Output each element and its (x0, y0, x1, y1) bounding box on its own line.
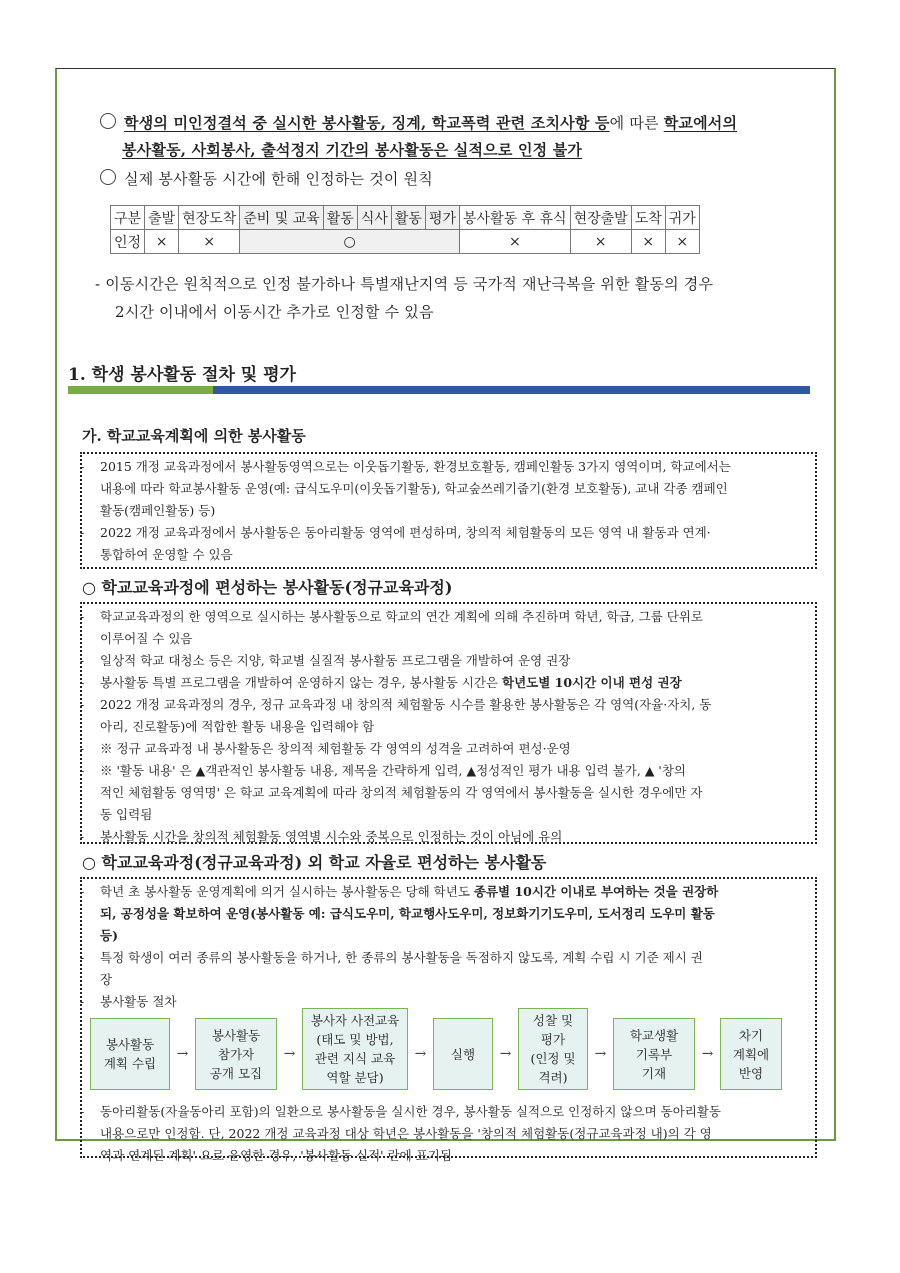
list-item: - 특정 학생이 여러 종류의 봉사활동을 하거나, 한 종류의 봉사활동을 독점하지 않도록, 계획 수립 시 기준 제시 권 장 (80, 950, 703, 987)
intro-bullet-1: 학생의 미인정결석 중 실시한 봉사활동, 징계, 학교폭력 관련 조치사항 등에 따른 학교에서의 (100, 110, 737, 136)
table-cell-recognized: ○ (240, 230, 460, 254)
circle-bullet-icon (100, 169, 116, 185)
flow-step-pre-education: 봉사자 사전교육 (태도 및 방법, 관련 지식 교육 역할 분담) (302, 1008, 408, 1090)
section-bar-green (68, 386, 213, 394)
flow-step-next-plan: 차기 계획에 반영 (720, 1018, 782, 1090)
table-header-cell: 출발 (145, 206, 179, 230)
flow-step-record: 학교생활 기록부 기재 (613, 1018, 695, 1090)
table-cell: × (460, 230, 571, 254)
table-header-cell: 현장출발 (570, 206, 631, 230)
list-item: - 봉사활동 절차 (80, 994, 177, 1009)
list-item: - ※ '활동 내용' 은 ▲객관적인 봉사활동 내용, 제목을 간략하게 입력, ▲정성적인 평가 내용 입력 불가, ▲ '창의 적인 체험활동 영역명' 은 학교 교육계획에 따라 창의적 체험활동의 각 영역에서 봉사활동을 실시한 경우에만 자 동 입력됨 (80, 763, 703, 822)
list-item: - 학년 초 봉사활동 운영계획에 의거 실시하는 봉사활동은 당해 학년도 종류별 10시간 이내로 부여하는 것을 권장하 되, 공정성을 확보하여 운영(봉사활동 예: 급식도우미, 학교행사도우미, 정보화기기도우미, 도서정리 도우미 활동 등) (80, 884, 719, 943)
flow-step-recruit: 봉사활동 참가자 공개 모집 (195, 1018, 277, 1090)
table-cell: × (570, 230, 631, 254)
note-box-regular-curriculum (80, 602, 817, 844)
flow-step-plan: 봉사활동 계획 수립 (90, 1018, 170, 1090)
table-header-cell: 도착 (631, 206, 665, 230)
autonomous-title: ○ 학교교육과정(정규교육과정) 외 학교 자율로 편성하는 봉사활동 (82, 853, 547, 872)
list-item: - 일상적 학교 대청소 등은 지양, 학교별 실질적 봉사활동 프로그램을 개발하여 운영 권장 (80, 653, 571, 668)
circle-bullet-icon (100, 113, 116, 129)
table-header-cell: 구분 (111, 206, 145, 230)
recognition-table (110, 205, 700, 254)
table-cell: × (631, 230, 665, 254)
subsection-title: 가. 학교교육계획에 의한 봉사활동 (82, 427, 306, 445)
note-box-school-plan (80, 452, 817, 569)
table-cell: × (145, 230, 179, 254)
table-cell: × (665, 230, 699, 254)
list-item: - 2022 개정 교육과정에서 봉사활동은 동아리활동 영역에 편성하며, 창의적 체험활동의 모든 영역 내 활동과 연계· 통합하여 운영할 수 있음 (80, 525, 711, 562)
table-row (111, 230, 700, 254)
list-item: - ※ 정규 교육과정 내 봉사활동은 창의적 체험활동 각 영역의 성격을 고려하여 편성·운영 (80, 741, 571, 756)
travel-note-line2: 2시간 이내에서 이동시간 추가로 인정할 수 있음 (115, 303, 434, 321)
section-title: 1. 학생 봉사활동 절차 및 평가 (68, 365, 296, 385)
section-bar-blue (213, 386, 810, 394)
list-item: - 동아리활동(자율동아리 포함)의 일환으로 봉사활동을 실시한 경우, 봉사활동 실적으로 인정하지 않으며 동아리활동 내용으로만 인정함. 단, 2022 개정 교육과정 대상 학년은 봉사활동을 '창의적 체험활동(정규교육과정 내)의 각 영 역과 연계된 계획' 으로 운영한 경우, '봉사활동 실적' 란에 표기됨 (80, 1104, 721, 1163)
table-row-label: 인정 (111, 230, 145, 254)
arrow-right-icon: → (283, 1046, 296, 1062)
list-item: - 2022 개정 교육과정의 경우, 정규 교육과정 내 창의적 체험활동 시수를 활용한 봉사활동은 각 영역(자율·자치, 동 아리, 진로활동)에 적합한 활동 내용을 입력해야 함 (80, 697, 712, 734)
intro-bullet-2: 실제 봉사활동 시간에 한해 인정하는 것이 원칙 (100, 166, 433, 192)
table-header-cell: 봉사활동 후 휴식 (460, 206, 571, 230)
table-header-cell: 활동 (323, 206, 357, 230)
arrow-right-icon: → (176, 1046, 189, 1062)
list-item: - 학교교육과정의 한 영역으로 실시하는 봉사활동으로 학교의 연간 계획에 의해 추진하며 학년, 학급, 그룹 단위로 이루어질 수 있음 (80, 609, 703, 646)
table-header-cell: 식사 (357, 206, 391, 230)
flow-step-execute: 실행 (433, 1018, 493, 1090)
table-header-cell: 귀가 (665, 206, 699, 230)
table-header-cell: 현장도착 (179, 206, 240, 230)
table-header-cell: 활동 (391, 206, 425, 230)
list-item: - 봉사활동 시간을 창의적 체험활동 영역별 시수와 중복으로 인정하는 것이 아님에 유의 (80, 829, 563, 844)
intro-bullet-1-line2: 봉사활동, 사회봉사, 출석정지 기간의 봉사활동은 실적으로 인정 불가 (122, 141, 583, 159)
arrow-right-icon: → (414, 1046, 427, 1062)
table-cell: × (179, 230, 240, 254)
arrow-right-icon: → (701, 1046, 714, 1062)
flow-step-reflect: 성찰 및 평가 (인정 및 격려) (518, 1008, 588, 1090)
regular-curriculum-title: ○ 학교교육과정에 편성하는 봉사활동(정규교육과정) (82, 578, 453, 597)
travel-note-line1: - 이동시간은 원칙적으로 인정 불가하나 특별재난지역 등 국가적 재난극복을 위한 활동의 경우 (95, 275, 714, 293)
table-header-row (111, 206, 700, 230)
list-item: - 봉사활동 특별 프로그램을 개발하여 운영하지 않는 경우, 봉사활동 시간은 학년도별 10시간 이내 편성 권장 (80, 675, 682, 690)
table-header-cell: 평가 (425, 206, 459, 230)
arrow-right-icon: → (499, 1046, 512, 1062)
arrow-right-icon: → (594, 1046, 607, 1062)
list-item: - 2015 개정 교육과정에서 봉사활동영역으로는 이웃돕기활동, 환경보호활동, 캠페인활동 3가지 영역이며, 학교에서는 내용에 따라 학교봉사활동 운영(예: 급식도우미(이웃돕기활동), 학교숲쓰레기줍기(환경 보호활동), 교내 각종 캠페인 활동(캠페인활동) 등) (80, 459, 731, 518)
procedure-flow (90, 1013, 782, 1090)
table-header-cell: 준비 및 교육 (240, 206, 324, 230)
